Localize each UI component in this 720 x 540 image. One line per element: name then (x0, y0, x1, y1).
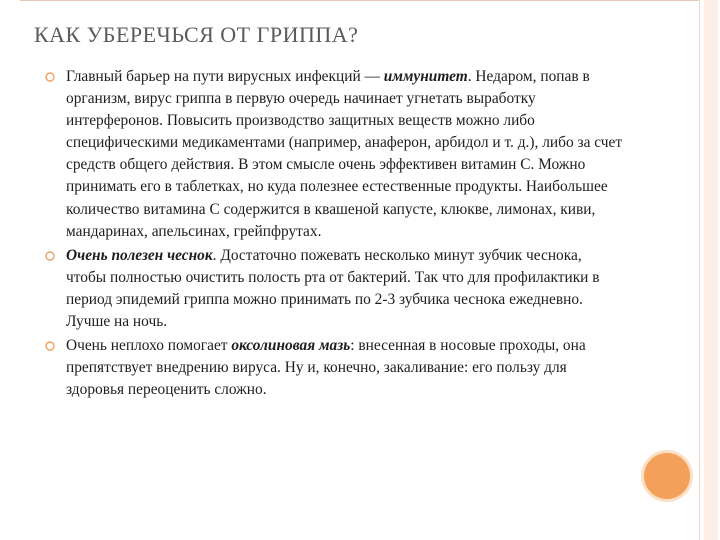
paragraph-text: . Недаром, попав в организм, вирус гриппа в первую очередь начинает угнетать выработку интерферонов. Повысить производство защитных веществ можно либо специфическими медикаментами (например, анаферон, арбидол и т. д.), либо за счет средств общего действия. В этом смысле очень эффективен витамин С. Можно принимать его в таблетках, но куда полезнее естественные продукты. Наибольшее количество витамина С содержится в квашеной капусте, клюкве, лимонах, киви, мандаринах, апельсинах, грейпфрутах. (66, 68, 623, 240)
circle-bullet-icon (44, 250, 56, 262)
paragraph-emphasis: иммунитет (383, 68, 468, 85)
circle-bullet-icon (44, 71, 56, 83)
slide-content (44, 66, 624, 403)
paragraph-emphasis: оксолиновая мазь (231, 337, 351, 355)
paragraph-text: : внесенная в носовые проходы, она препятствует внедрению вируса. Ну и, конечно, закаливание: его пользу для здоровья переоценить сложно. (66, 337, 586, 399)
paragraph-ointment (44, 335, 624, 401)
slide-title: КАК УБЕРЕЧЬСЯ ОТ ГРИППА? (34, 22, 359, 47)
paragraph-garlic (44, 245, 624, 333)
paragraph-emphasis: Очень полезен чеснок (66, 246, 213, 264)
paragraph-text: . Достаточно пожевать несколько минут зубчик чеснока, чтобы полностью очистить полость рта от бактерий. Так что для профилактики в период эпидемий гриппа можно принимать по 2-3 зубчика чеснока ежедневно. Лучше на ночь. (66, 246, 600, 331)
frame-right-border (699, 0, 720, 540)
decorative-circle (641, 450, 693, 502)
frame-top-line (20, 0, 700, 1)
paragraph-text: Главный барьер на пути вирусных инфекций — (66, 68, 384, 85)
paragraph-immunity (44, 66, 624, 243)
circle-bullet-icon (44, 340, 56, 352)
paragraph-text: Очень неплохо помогает (66, 337, 232, 355)
frame-right-band (704, 0, 718, 540)
